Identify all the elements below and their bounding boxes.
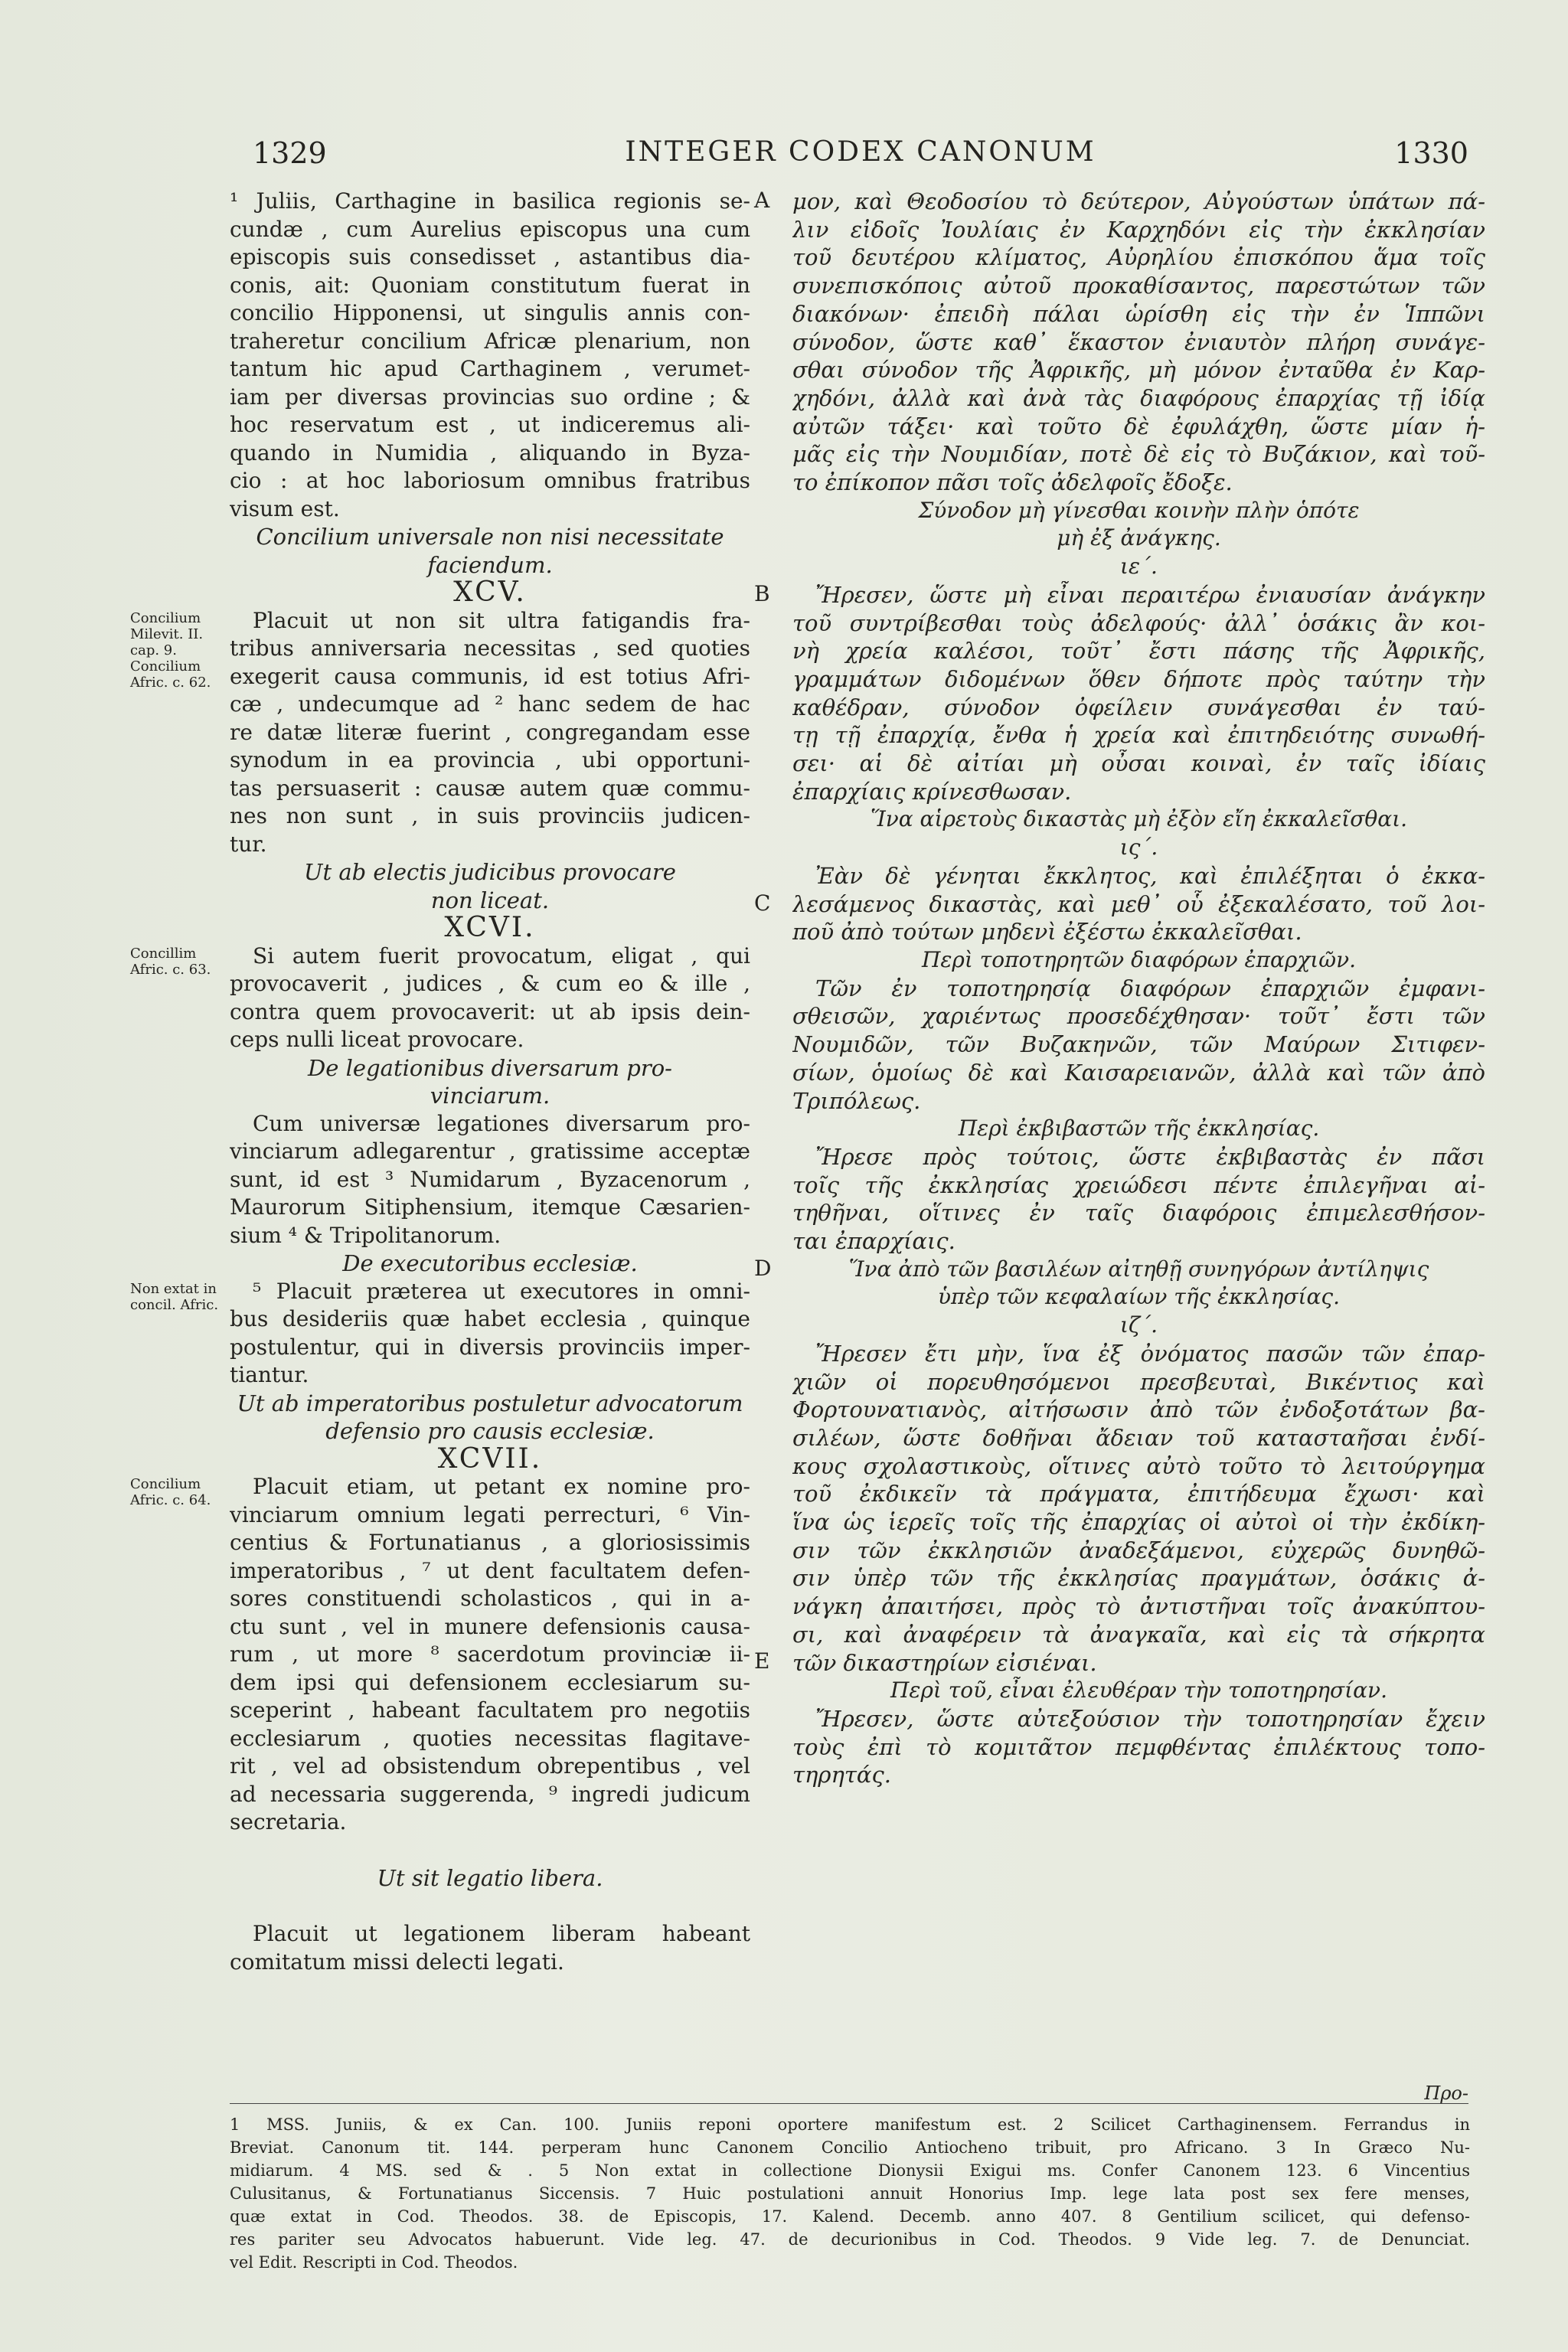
latin-text-line: hoc reservatum est , ut indiceremus ali-: [230, 412, 750, 437]
greek-text-line: λιν εἰδοῖς Ἰουλίαις ἐν Καρχηδόνι εἰς τὴν ἐκκλησίαν: [792, 216, 1485, 243]
greek-text-line: Ἐὰν δὲ γένηται ἔκκλητος, καὶ ἐπιλέξηται ὁ ἐκκα-: [815, 862, 1485, 889]
greek-text-line: συνεπισκόποις αὐτοῦ προκαθίσαντος, παρεστώτων τῶν: [792, 273, 1485, 299]
greek-text-line: σι, καὶ ἀναφέρειν τὰ ἀναγκαῖα, καὶ εἰς τὰ σήκρητα: [792, 1621, 1485, 1648]
greek-text-line: τηρητάς.: [792, 1762, 891, 1788]
greek-text-line: Ἵνα ἀπὸ τῶν βασιλέων αἰτηθῇ συνηγόρων ἀντίληψις: [848, 1256, 1429, 1282]
margin-note: [130, 610, 230, 691]
latin-text-line: defensio pro causis ecclesiæ.: [325, 1418, 655, 1444]
latin-text-line: tantum hic apud Carthaginem , verumet-: [230, 356, 750, 381]
margin-note-line: concil. Afric.: [130, 1296, 219, 1313]
latin-text-line: Ut ab electis judicibus provocare: [304, 859, 676, 885]
latin-text-line: De executoribus ecclesiæ.: [342, 1250, 638, 1276]
greek-text-line: μὴ ἐξ ἀνάγκης.: [1057, 525, 1221, 551]
latin-text-line: Placuit ut non sit ultra fatigandis fra-: [253, 607, 750, 633]
greek-text-line: καθέδραν, σύνοδον ὀφείλειν συνάγεσθαι ἐν ταύ-: [792, 694, 1485, 720]
greek-text-line: διακόνων· ἐπειδὴ πάλαι ὡρίσθη εἰς τὴν ἐν Ἱππῶνι: [792, 300, 1485, 327]
greek-text-line: σθαι σύνοδον τῆς Ἀφρικῆς, μὴ μόνον ἐνταῦθα ἐν Καρ-: [792, 357, 1485, 384]
latin-text-line: nes non sunt , in suis provinciis judicen-: [230, 803, 750, 828]
latin-text-line: ad necessaria suggerenda, ⁹ ingredi judicum: [230, 1781, 750, 1807]
latin-text-line: [230, 1893, 750, 1921]
greek-text-line: σίων, ὁμοίως δὲ καὶ Καισαρειανῶν, ἀλλὰ καὶ τῶν ἀπὸ: [792, 1059, 1485, 1086]
margin-note: [130, 1281, 230, 1313]
greek-text-line: Τριπόλεως.: [792, 1087, 921, 1114]
greek-text-line: Τῶν ἐν τοποτηρησίᾳ διαφόρων ἐπαρχιῶν ἐμφανι-: [815, 975, 1485, 1001]
margin-note-line: Afric. c. 64.: [130, 1492, 211, 1508]
latin-text-line: provocaverit , judices , & cum eo & ille ,: [230, 971, 750, 996]
greek-text-line: σει· αἱ δὲ αἰτίαι μὴ οὖσαι κοιναὶ, ἐν ταῖς ἰδίαις: [792, 750, 1485, 777]
section-letter: C: [754, 890, 771, 916]
latin-text-line: rum , ut more ⁸ sacerdotum provinciæ ii-: [230, 1642, 750, 1667]
latin-text-line: imperatoribus , ⁷ ut dent facultatem defen-: [230, 1557, 750, 1583]
section-letter: A: [754, 188, 770, 213]
greek-text-line: Ἤρεσεν, ὥστε μὴ εἶναι περαιτέρω ἐνιαυσίαν ἀνάγκην: [815, 581, 1485, 608]
greek-text-line: ἵνα ὡς ἱερεῖς τοῖς τῆς ἐπαρχίας οἱ αὐτοὶ οἱ τὴν ἐκδίκη-: [792, 1509, 1485, 1536]
latin-text-line: comitatum missi delecti legati.: [230, 1949, 564, 1975]
footnote-line: midiarum. 4 MS. sed & . 5 Non extat in collectione Dionysii Exigui ms. Confer Canonem 123. 6 Vincentius: [230, 2161, 1470, 2180]
latin-text-line: cundæ , cum Aurelius episcopus una cum: [230, 216, 750, 242]
greek-column: [792, 188, 1485, 1789]
greek-text-line: σιν ὑπὲρ τῶν τῆς ἐκκλησίας πραγμάτων, ὁσάκις ἀ-: [792, 1565, 1485, 1592]
section-letter: D: [754, 1255, 772, 1281]
latin-text-line: iam per diversas provincias suo ordine ; &: [230, 384, 750, 410]
greek-text-line: σιλέων, ὥστε δοθῆναι ἄδειαν τοῦ κατασταῆσαι ἐνδί-: [792, 1424, 1485, 1451]
latin-text-line: sceperint , habeant facultatem pro negotiis: [230, 1697, 750, 1723]
greek-text-line: τῶν δικαστηρίων εἰσιέναι.: [792, 1649, 1097, 1676]
greek-text-line: ὑπὲρ τῶν κεφαλαίων τῆς ἐκκλησίας.: [937, 1284, 1341, 1310]
margin-note-line: Concilium: [130, 609, 201, 626]
greek-text-line: Ἤρεσεν, ὥστε αὐτεξούσιον τὴν τοποτηρησίαν ἔχειν: [815, 1705, 1485, 1732]
greek-text-line: σύνοδον, ὥστε καθ᾽ ἕκαστον ἐνιαυτὸν πλήρη συνάγε-: [792, 328, 1485, 355]
latin-text-line: Cum universæ legationes diversarum pro-: [253, 1110, 750, 1136]
latin-text-line: Placuit ut legationem liberam habeant: [253, 1921, 750, 1946]
page-number-left: 1329: [253, 136, 327, 170]
greek-text-line: νὴ χρεία καλέσοι, τοῦτ᾽ ἔστι πάσης τῆς Ἀφρικῆς,: [792, 638, 1485, 665]
latin-text-line: tiantur.: [230, 1362, 309, 1387]
latin-text-line: vinciarum adlegarentur , gratissime acceptæ: [230, 1138, 750, 1164]
latin-text-line: quando in Numidia , aliquando in Byza-: [230, 439, 750, 466]
latin-text-line: De legationibus diversarum pro-: [308, 1054, 672, 1081]
greek-text-line: ται ἐπαρχίαις.: [792, 1228, 956, 1255]
margin-note-line: Non extat in: [130, 1280, 217, 1297]
latin-text-line: ctu sunt , vel in munere defensionis causa-: [230, 1613, 750, 1639]
footnote-line: Culusitanus, & Fortunatianus Siccensis. 7 Huic postulationi annuit Honorius Imp. lege lata post sex fere menses,: [230, 2184, 1470, 2203]
latin-text-line: conis, ait: Quoniam constitutum fuerat in: [230, 272, 750, 298]
greek-text-line: κους σχολαστικοὺς, οἵτινες αὐτὸ τοῦτο τὸ λειτούργημα: [792, 1452, 1485, 1479]
latin-text-line: sium ⁴ & Tripolitanorum.: [230, 1222, 501, 1248]
running-header: [253, 136, 1468, 182]
latin-text-line: exegerit causa communis, id est totius Afri-: [230, 663, 750, 689]
latin-text-line: ecclesiarum , quoties necessitas flagitave-: [230, 1725, 750, 1751]
latin-text-line: ⁵ Placuit præterea ut executores in omni-: [253, 1278, 750, 1304]
section-letter: E: [754, 1648, 770, 1674]
greek-text-line: Περὶ τοποτηρητῶν διαφόρων ἐπαρχιῶν.: [921, 946, 1357, 972]
latin-text-line: ceps nulli liceat provocare.: [230, 1027, 524, 1052]
greek-text-line: τοὺς ἐπὶ τὸ κομιτᾶτον πεμφθέντας ἐπιλέκτους τοπο-: [792, 1733, 1485, 1760]
greek-text-line: τῃ τῇ ἐπαρχίᾳ, ἔνθα ἡ χρεία καὶ ἐπιτηδειότης συνωθή-: [792, 722, 1485, 749]
greek-text-line: μον, καὶ Θεοδοσίου τὸ δεύτερον, Αὐγούστων ὑπάτων πά-: [792, 188, 1485, 214]
margin-note-line: Afric. c. 62.: [130, 674, 211, 691]
greek-text-line: τοῦ ἐκδικεῖν τὰ πράγματα, ἐπιτήδευμα ἔχωσι· καὶ: [792, 1481, 1485, 1508]
margin-note-line: Concilium: [130, 1476, 201, 1492]
greek-text-line: Περὶ ἐκβιβαστῶν τῆς ἐκκλησίας.: [958, 1116, 1320, 1142]
greek-text-line: ἐπαρχίαις κρίνεσθωσαν.: [792, 778, 1072, 805]
latin-text-line: XCVI.: [444, 914, 536, 942]
section-letter: B: [754, 580, 770, 606]
greek-text-line: τηθῆναι, οἵτινες ἐν ταῖς διαφόροις ἐπιμελεσθήσον-: [792, 1200, 1485, 1227]
latin-column: [230, 188, 750, 1976]
greek-text-line: Φορτουνατιανὸς, αἰτήσωσιν ἀπὸ τῶν ἐνδοξοτάτων βα-: [792, 1396, 1485, 1423]
greek-text-line: Νουμιδῶν, τῶν Βυζακηνῶν, τῶν Μαύρων Σιτιφεν-: [792, 1031, 1485, 1058]
latin-text-line: Maurorum Sitiphensium, itemque Cæsarien-: [230, 1194, 750, 1220]
margin-note-line: Concillim: [130, 945, 197, 962]
latin-text-line: centius & Fortunatianus , a gloriosissimis: [230, 1530, 750, 1555]
latin-text-line: tur.: [230, 831, 267, 857]
greek-text-line: ιζ΄.: [1119, 1312, 1158, 1338]
latin-text-line: sunt, id est ³ Numidarum , Byzacenorum ,: [230, 1166, 750, 1192]
latin-text-line: episcopis suis consedisset , astantibus dia-: [230, 244, 750, 270]
greek-text-line: σιν τῶν ἐκκλησιῶν ἀναδεξάμενοι, εὐχερῶς δυνηθῶ-: [792, 1537, 1485, 1563]
footnote-line: 1 MSS. Juniis, & ex Can. 100. Juniis reponi oportere manifestum est. 2 Scilicet Carthaginensem. Ferrandus in: [230, 2115, 1470, 2134]
latin-text-line: XCVII.: [437, 1445, 543, 1473]
latin-text-line: tribus anniversaria necessitas , sed quoties: [230, 635, 750, 661]
latin-text-line: rit , vel ad obsistendum obrepentibus , vel: [230, 1753, 750, 1779]
latin-text-line: vinciarum.: [430, 1083, 550, 1109]
margin-note-line: Concilium: [130, 658, 201, 675]
latin-text-line: postulentur, qui in diversis provinciis imper-: [230, 1334, 750, 1360]
latin-text-line: bus desideriis quæ habet ecclesia , quinque: [230, 1306, 750, 1331]
latin-text-line: faciendum.: [427, 551, 553, 578]
greek-text-line: Σύνοδον μὴ γίνεσθαι κοινὴν πλὴν ὁπότε: [918, 497, 1360, 523]
greek-text-line: ις΄.: [1119, 835, 1158, 861]
greek-text-line: σθεισῶν, χαριέντως προσεδέχθησαν· τοῦτ᾽ ἔστι τῶν: [792, 1003, 1485, 1030]
latin-text-line: tas persuaserit : causæ autem quæ commu-: [230, 775, 750, 801]
greek-text-line: χιῶν οἱ πορευθησόμενοι πρεσβευταὶ, Βικέντιος καὶ: [792, 1368, 1485, 1395]
latin-text-line: dem ipsi qui defensionem ecclesiarum su-: [230, 1669, 750, 1695]
latin-text-line: Si autem fuerit provocatum, eligat , qui: [253, 942, 750, 969]
greek-text-line: Ἵνα αἱρετοὺς δικαστὰς μὴ ἐξὸν εἴη ἐκκαλεῖσθαι.: [870, 806, 1408, 832]
footnote-rule: [230, 2103, 1468, 2104]
latin-text-line: Placuit etiam, ut petant ex nomine pro-: [253, 1474, 750, 1499]
footnote-line: res pariter seu Advocatos habuerunt. Vide leg. 47. de decurionibus in Cod. Theodos. 9 Vide leg. 7. de Denunciat.: [230, 2230, 1470, 2249]
footnotes: [230, 2113, 1470, 2274]
margin-note-line: Milevit. II.: [130, 626, 204, 642]
latin-text-line: vinciarum omnium legati perrecturi, ⁶ Vin-: [230, 1501, 750, 1527]
greek-text-line: αὐτῶν τάξει· καὶ τοῦτο δὲ ἐφυλάχθη, ὥστε μίαν ἡ-: [792, 413, 1485, 439]
greek-text-line: χηδόνι, ἀλλὰ καὶ ἀνὰ τὰς διαφόρους ἐπαρχίας τῇ ἰδίᾳ: [792, 384, 1485, 411]
latin-text-line: re datæ literæ fuerint , congregandam esse: [230, 719, 750, 745]
greek-text-line: Ἤρεσεν ἔτι μὴν, ἵνα ἐξ ὀνόματος πασῶν τῶν ἐπαρ-: [815, 1340, 1485, 1367]
latin-text-line: Concilium universale non nisi necessitate: [256, 524, 724, 550]
margin-note-line: Afric. c. 63.: [130, 961, 211, 978]
latin-text-line: non liceat.: [430, 887, 550, 913]
footnote-line: vel Edit. Rescripti in Cod. Theodos.: [230, 2253, 518, 2272]
greek-text-line: γραμμάτων διδομένων ὅθεν δήποτε πρὸς ταύτην τὴν: [792, 665, 1485, 692]
footnote-line: quæ extat in Cod. Theodos. 38. de Episcopis, 17. Kalend. Decemb. anno 407. 8 Gentilium scilicet, qui defenso-: [230, 2207, 1470, 2226]
greek-text-line: τοῦ συντρίβεσθαι τοὺς ἀδελφούς· ἀλλ᾽ ὁσάκις ἂν κοι-: [792, 609, 1485, 636]
greek-text-line: το ἐπίκοπον πᾶσι τοῖς ἀδελφοῖς ἔδοξε.: [792, 469, 1233, 496]
greek-text-line: Περὶ τοῦ, εἶναι ἐλευθέραν τὴν τοποτηρησίαν.: [890, 1677, 1387, 1704]
latin-text-line: secretaria.: [230, 1809, 347, 1834]
latin-text-line: sores constituendi scholasticos , qui in a-: [230, 1586, 750, 1611]
greek-text-line: μᾶς εἰς τὴν Νουμιδίαν, ποτὲ δὲ εἰς τὸ Βυζάκιον, καὶ τοῦ-: [792, 441, 1485, 468]
latin-text-line: contra quem provocaverit: ut ab ipsis dein-: [230, 998, 750, 1024]
page-number-right: 1330: [1394, 136, 1468, 170]
latin-text-line: XCV.: [453, 579, 527, 607]
latin-text-line: Ut sit legatio libera.: [377, 1865, 603, 1891]
latin-text-line: synodum in ea provincia , ubi opportuni-: [230, 747, 750, 773]
latin-text-line: visum est.: [230, 495, 340, 521]
margin-note-line: cap. 9.: [130, 642, 177, 658]
greek-text-line: τοῦ δευτέρου κλίματος, Αὐρηλίου ἐπισκόπου ἅμα τοῖς: [792, 244, 1485, 271]
catchword: Προ-: [1424, 2082, 1468, 2104]
footnote-line: Breviat. Canonum tit. 144. perperam hunc Canonem Concilio Antiocheno tribuit, pro Africano. 3 In Græco Nu-: [230, 2138, 1470, 2157]
greek-text-line: Ἤρεσε πρὸς τούτοις, ὥστε ἐκβιβαστὰς ἐν πᾶσι: [815, 1143, 1485, 1170]
latin-text-line: Ut ab imperatoribus postuletur advocatorum: [237, 1390, 743, 1416]
greek-text-line: νάγκη ἀπαιτήσει, πρὸς τὸ ἀντιστῆναι τοῖς ἀνακύπτου-: [792, 1593, 1485, 1620]
running-title: INTEGER CODEX CANONUM: [625, 136, 1096, 168]
greek-text-line: ποῦ ἀπὸ τούτων μηδενὶ ἐξέστω ἐκκαλεῖσθαι.: [792, 919, 1302, 946]
greek-text-line: λεσάμενος δικαστὰς, καὶ μεθ᾽ οὗ ἐξεκαλέσατο, τοῦ λοι-: [792, 890, 1485, 917]
latin-text-line: concilio Hipponensi, ut singulis annis con-: [230, 300, 750, 325]
margin-note: [130, 946, 230, 978]
latin-text-line: [230, 1837, 750, 1865]
greek-text-line: ιε΄.: [1120, 554, 1158, 580]
latin-text-line: cio : at hoc laboriosum omnibus fratribus: [230, 468, 750, 493]
latin-text-line: cæ , undecumque ad ² hanc sedem de hac: [230, 691, 750, 717]
margin-note: [130, 1476, 230, 1508]
latin-text-line: traheretur concilium Africæ plenarium, non: [230, 328, 750, 354]
latin-text-line: ¹ Juliis, Carthagine in basilica regionis se-: [230, 188, 750, 214]
greek-text-line: τοῖς τῆς ἐκκλησίας χρειώδεσι πέντε ἐπιλεγῆναι αἰ-: [792, 1171, 1485, 1198]
